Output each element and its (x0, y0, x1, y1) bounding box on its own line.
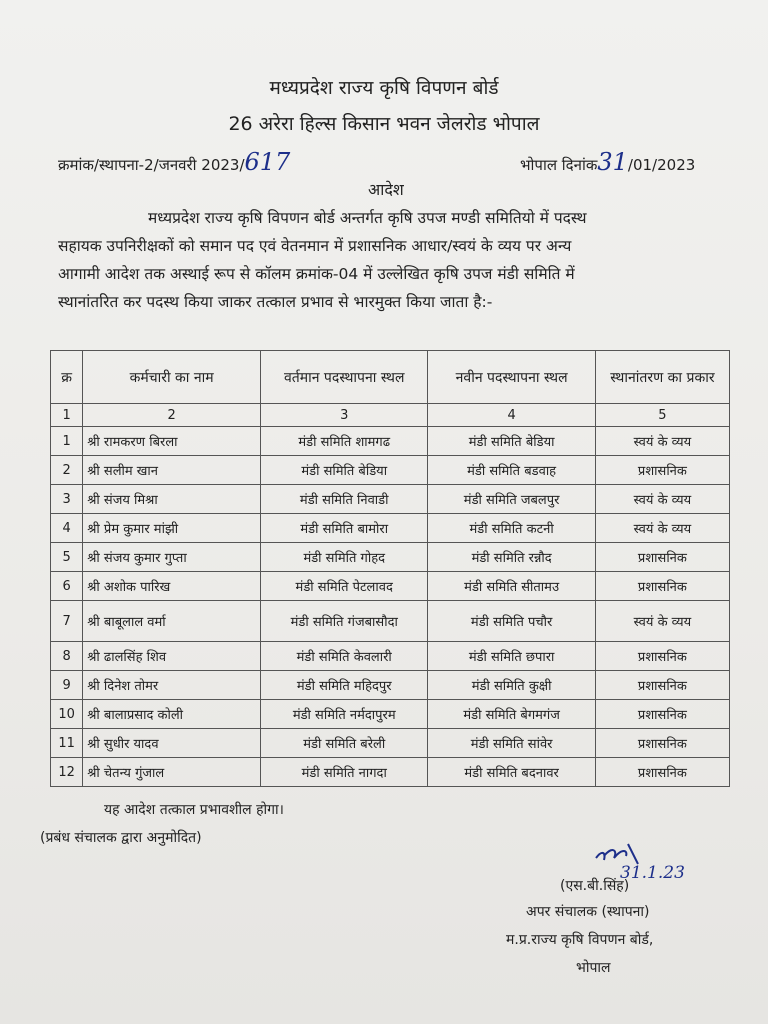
cell-serial: 1 (51, 427, 83, 456)
cell-new-posting: मंडी समिति बडवाह (428, 456, 595, 485)
reference-number (58, 148, 290, 176)
cell-transfer-type: प्रशासनिक (595, 758, 729, 787)
body-line: स्थानांतरित कर पदस्थ किया जाकर तत्काल प्रभाव से भारमुक्त किया जाता है:- (58, 293, 493, 311)
cell-new-posting: मंडी समिति कुक्षी (428, 671, 595, 700)
cell-employee-name: श्री सलीम खान (83, 456, 261, 485)
order-body (58, 204, 738, 316)
table-row (51, 642, 730, 671)
header-serial: क्र (51, 351, 83, 404)
cell-serial: 7 (51, 601, 83, 642)
table-row (51, 427, 730, 456)
cell-employee-name: श्री अशोक पारिख (83, 572, 261, 601)
cell-serial: 4 (51, 514, 83, 543)
table-row (51, 572, 730, 601)
cell-new-posting: मंडी समिति सांवेर (428, 729, 595, 758)
cell-transfer-type: प्रशासनिक (595, 700, 729, 729)
cell-current-posting: मंडी समिति गंजबासौदा (261, 601, 428, 642)
cell-current-posting: मंडी समिति महिदपुर (261, 671, 428, 700)
col-number: 4 (428, 404, 595, 427)
org-address: 26 अरेरा हिल्स किसान भवन जेलरोड भोपाल (228, 113, 540, 135)
cell-serial: 10 (51, 700, 83, 729)
effective-note: यह आदेश तत्काल प्रभावशील होगा। (104, 802, 284, 818)
cell-transfer-type: प्रशासनिक (595, 572, 729, 601)
cell-current-posting: मंडी समिति नागदा (261, 758, 428, 787)
signatory-designation: अपर संचालक (स्थापना) (526, 904, 650, 920)
cell-serial: 5 (51, 543, 83, 572)
transfer-table (50, 350, 730, 787)
cell-serial: 2 (51, 456, 83, 485)
date-month-year: /01/2023 (627, 156, 696, 174)
cell-serial: 11 (51, 729, 83, 758)
cell-new-posting: मंडी समिति बेगमगंज (428, 700, 595, 729)
cell-new-posting: मंडी समिति सीतामउ (428, 572, 595, 601)
cell-employee-name: श्री संजय कुमार गुप्ता (83, 543, 261, 572)
handwritten-order-number: 617 (244, 148, 291, 176)
signature-date: 31.1.23 (620, 863, 685, 882)
body-line: आगामी आदेश तक अस्थाई रूप से कॉलम क्रमांक-04 में उल्लेखित कृषि उपज मंडी समिति में (58, 265, 575, 283)
col-number: 1 (51, 404, 83, 427)
cell-serial: 3 (51, 485, 83, 514)
cell-new-posting: मंडी समिति छपारा (428, 642, 595, 671)
approval-note: (प्रबंध संचालक द्वारा अनुमोदित) (40, 830, 202, 846)
cell-new-posting: मंडी समिति बदनावर (428, 758, 595, 787)
cell-new-posting: मंडी समिति कटनी (428, 514, 595, 543)
table-header-row (51, 351, 730, 404)
cell-current-posting: मंडी समिति बामोरा (261, 514, 428, 543)
cell-current-posting: मंडी समिति शामगढ (261, 427, 428, 456)
reference-prefix: क्रमांक/स्थापना-2/जनवरी 2023/ (58, 156, 245, 174)
cell-transfer-type: प्रशासनिक (595, 642, 729, 671)
cell-current-posting: मंडी समिति नर्मदापुरम (261, 700, 428, 729)
cell-new-posting: मंडी समिति बेडिया (428, 427, 595, 456)
handwritten-day: 31 (597, 148, 628, 176)
cell-transfer-type: प्रशासनिक (595, 456, 729, 485)
table-row (51, 543, 730, 572)
cell-current-posting: मंडी समिति पेटलावद (261, 572, 428, 601)
cell-serial: 9 (51, 671, 83, 700)
order-heading: आदेश (368, 180, 404, 199)
table-row (51, 485, 730, 514)
header-employee-name: कर्मचारी का नाम (83, 351, 261, 404)
cell-transfer-type: प्रशासनिक (595, 729, 729, 758)
header-current-posting: वर्तमान पदस्थापना स्थल (261, 351, 428, 404)
body-line: सहायक उपनिरीक्षकों को समान पद एवं वेतनमान में प्रशासनिक आधार/स्वयं के व्यय पर अन्य (58, 237, 572, 255)
col-number: 3 (261, 404, 428, 427)
signatory-name: (एस.बी.सिंह) (560, 878, 630, 894)
body-line: मध्यप्रदेश राज्य कृषि विपणन बोर्ड अन्तर्गत कृषि उपज मण्डी समितियो में पदस्थ (148, 209, 587, 227)
cell-employee-name: श्री संजय मिश्रा (83, 485, 261, 514)
cell-serial: 8 (51, 642, 83, 671)
cell-transfer-type: स्वयं के व्यय (595, 427, 729, 456)
cell-transfer-type: स्वयं के व्यय (595, 601, 729, 642)
cell-employee-name: श्री चेतन्य गुंजाल (83, 758, 261, 787)
col-number: 2 (83, 404, 261, 427)
cell-transfer-type: प्रशासनिक (595, 543, 729, 572)
cell-current-posting: मंडी समिति गोहद (261, 543, 428, 572)
cell-employee-name: श्री सुधीर यादव (83, 729, 261, 758)
cell-employee-name: श्री बाबूलाल वर्मा (83, 601, 261, 642)
cell-serial: 6 (51, 572, 83, 601)
col-number: 5 (595, 404, 729, 427)
cell-new-posting: मंडी समिति रन्नौद (428, 543, 595, 572)
cell-current-posting: मंडी समिति बेडिया (261, 456, 428, 485)
cell-employee-name: श्री रामकरण बिरला (83, 427, 261, 456)
table-row (51, 514, 730, 543)
date-label: भोपाल दिनांक (520, 156, 598, 174)
cell-employee-name: श्री ढालसिंह शिव (83, 642, 261, 671)
table-row (51, 700, 730, 729)
table-row (51, 456, 730, 485)
cell-current-posting: मंडी समिति निवाडी (261, 485, 428, 514)
cell-new-posting: मंडी समिति जबलपुर (428, 485, 595, 514)
header-new-posting: नवीन पदस्थापना स्थल (428, 351, 595, 404)
order-date (520, 148, 695, 176)
cell-transfer-type: स्वयं के व्यय (595, 485, 729, 514)
cell-transfer-type: स्वयं के व्यय (595, 514, 729, 543)
table-row (51, 671, 730, 700)
table-row (51, 729, 730, 758)
cell-employee-name: श्री दिनेश तोमर (83, 671, 261, 700)
table-row (51, 758, 730, 787)
cell-current-posting: मंडी समिति केवलारी (261, 642, 428, 671)
org-title: मध्यप्रदेश राज्य कृषि विपणन बोर्ड (269, 77, 499, 99)
cell-serial: 12 (51, 758, 83, 787)
signatory-office: म.प्र.राज्य कृषि विपणन बोर्ड, (506, 932, 654, 948)
column-number-row (51, 404, 730, 427)
table-row (51, 601, 730, 642)
cell-employee-name: श्री प्रेम कुमार मांझी (83, 514, 261, 543)
cell-employee-name: श्री बालाप्रसाद कोली (83, 700, 261, 729)
signatory-city: भोपाल (576, 960, 611, 976)
cell-new-posting: मंडी समिति पचौर (428, 601, 595, 642)
cell-current-posting: मंडी समिति बरेली (261, 729, 428, 758)
header-transfer-type: स्थानांतरण का प्रकार (595, 351, 729, 404)
cell-transfer-type: प्रशासनिक (595, 671, 729, 700)
